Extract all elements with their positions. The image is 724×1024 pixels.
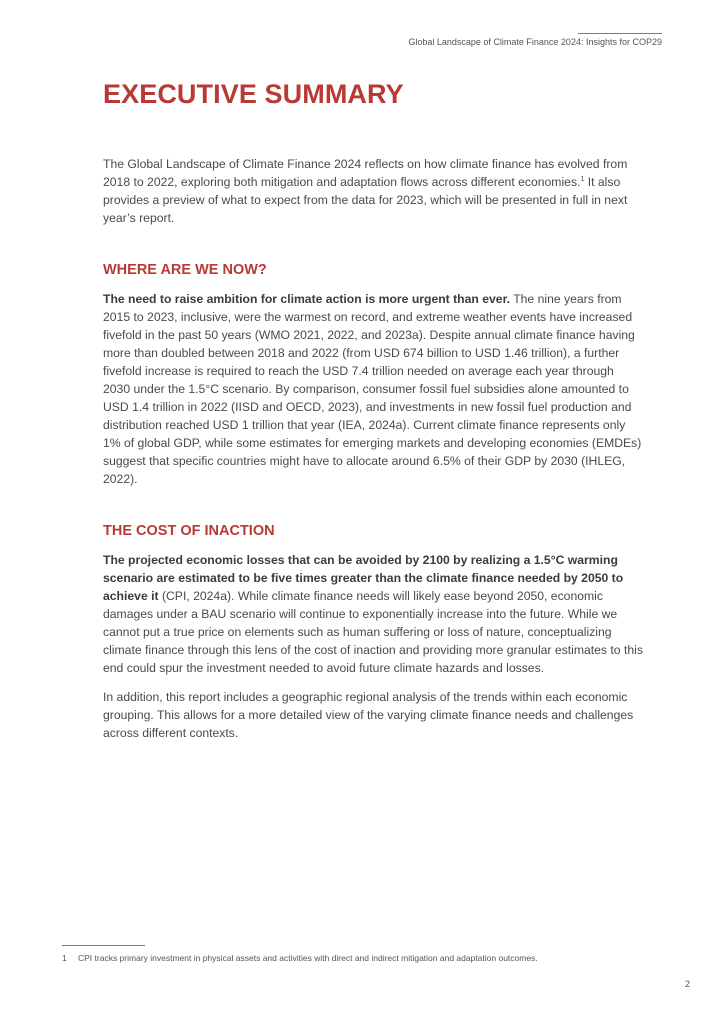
cost-of-inaction-paragraph <box>103 551 643 677</box>
footnote-reference[interactable]: 1 <box>580 175 585 183</box>
section-heading-where-are-we-now: WHERE ARE WE NOW? <box>103 262 267 278</box>
where-are-we-now-lead: The need to raise ambition for climate action is more urgent than ever. <box>103 292 511 306</box>
running-header: Global Landscape of Climate Finance 2024: Insights for COP29 <box>408 37 662 47</box>
footnote-number: 1 <box>62 953 67 963</box>
intro-text: The Global Landscape of Climate Finance 2024 reflects on how climate finance has evolved from 2018 to 2022, exploring both mitigation and adaptation flows across different economies. <box>103 157 628 189</box>
page-number: 2 <box>684 979 690 989</box>
section-heading-cost-of-inaction: THE COST OF INACTION <box>103 523 275 539</box>
cost-of-inaction-lead: The projected economic losses that can be avoided by 2100 by realizing a 1.5°C warming scenario are estimated to be five times greater than the climate finance needed by 2050 to achieve it <box>103 553 624 603</box>
page-title: EXECUTIVE SUMMARY <box>103 79 404 109</box>
main-content <box>103 155 643 742</box>
intro-paragraph <box>103 155 643 227</box>
intro-text-continued: It also provides a preview of what to expect from the data for 2023, which will be presented in full in next year’s report. <box>103 175 628 225</box>
header-rule <box>578 33 662 34</box>
footnote-text: CPI tracks primary investment in physical assets and activities with direct and indirect mitigation and adaptation outcomes. <box>78 953 538 963</box>
where-are-we-now-paragraph <box>103 290 643 488</box>
cost-of-inaction-body: (CPI, 2024a). While climate finance needs will likely ease beyond 2050, economic damages under a BAU scenario will continue to exponentially increase into the future. While we cannot put a true price on elements such as human suffering or loss of nature, conceptualizing climate finance through this lens of the cost of inaction and providing more granular estimates to this end could spur the investment needed to avoid future climate hazards and losses. <box>103 589 643 675</box>
footnote-rule <box>62 945 145 946</box>
regional-analysis-paragraph: In addition, this report includes a geographic regional analysis of the trends within each economic grouping. This allows for a more detailed view of the varying climate finance needs and challenges across different contexts. <box>103 690 634 740</box>
where-are-we-now-body: The nine years from 2015 to 2023, inclusive, were the warmest on record, and extreme weather events have increased fivefold in the past 50 years (WMO 2021, 2022, and 2023a). Despite annual climate finance having more than doubled between 2018 and 2022 (from USD 674 billion to USD 1.46 trillion), a further fivefold increase is required to reach the USD 7.4 trillion needed on average each year through 2030 under the 1.5°C scenario. By comparison, consumer fossil fuel subsidies alone amounted to USD 1.4 trillion in 2022 (IISD and OECD, 2023), and investments in new fossil fuel production and distribution reached USD 1 trillion that year (IEA, 2024a). Current climate finance represents only 1% of global GDP, while some estimates for emerging markets and developing economies (EMDEs) suggest that specific countries might have to allocate around 6.5% of their GDP by 2030 (IHLEG, 2022). <box>103 292 642 486</box>
footnote <box>62 953 538 963</box>
